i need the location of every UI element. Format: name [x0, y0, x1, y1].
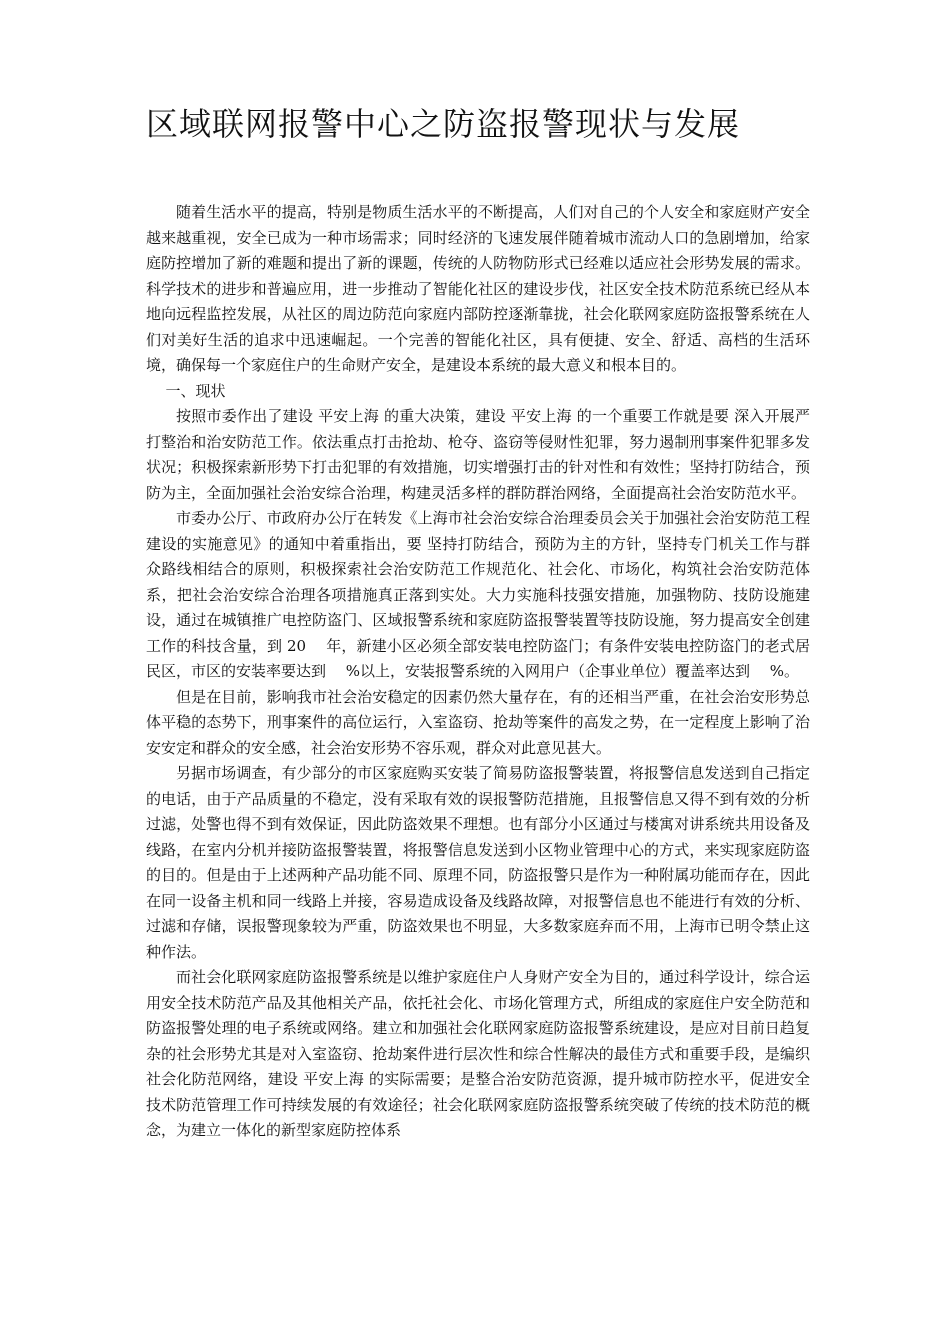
- document-title: 区域联网报警中心之防盗报警现状与发展: [146, 105, 741, 143]
- section-heading-status: 一、现状: [165, 381, 226, 400]
- paragraph-intro: 随着生活水平的提高，特别是物质生活水平的不断提高，人们对自己的个人安全和家庭财产安全越来越重视，安全已成为一种市场需求；同时经济的飞速发展伴随着城市流动人口的急剧增加，给家庭防控增加了新的难题和提出了新的课题，传统的人防物防形式已经难以适应社会形势发展的需求。科学技术的进步和普遍应用，进一步推动了智能化社区的建设步伐，社区安全技术防范系统已经从本地向远程监控发展，从社区的周边防范向家庭内部防控逐渐靠拢，社会化联网家庭防盗报警系统在人们对美好生活的追求中迅速崛起。一个完善的智能化社区，具有便捷、安全、舒适、高档的生活环境，确保每一个家庭住户的生命财产安全，是建设本系统的最大意义和根本目的。: [146, 203, 810, 374]
- paragraph-current-situation: 但是在目前，影响我市社会治安稳定的因素仍然大量存在，有的还相当严重，在社会治安形势总体平稳的态势下，刑事案件的高位运行，入室盗窃、抢劫等案件的高发之势，在一定程度上影响了治安安定和群众的安全感，社会治安形势不容乐观，群众对此意见甚大。: [146, 687, 810, 757]
- document-body: [146, 200, 810, 1144]
- paragraph-market-survey: 另据市场调查，有少部分的市区家庭购买安装了简易防盗报警装置，将报警信息发送到自己指定的电话，由于产品质量的不稳定，没有采取有效的误报警防范措施，且报警信息又得不到有效的分析过滤，处警也得不到有效保证，因此防盗效果不理想。也有部分小区通过与楼寓对讲系统共用设备及线路，在室内分机并接防盗报警装置，将报警信息发送到小区物业管理中心的方式，来实现家庭防盗的目的。但是由于上述两种产品功能不同、原理不同，防盗报警只是作为一种附属功能而存在，因此在同一设备主机和同一线路上并接，容易造成设备及线路故障，对报警信息也不能进行有效的分析、过滤和存储，误报警现象较为严重，防盗效果也不明显，大多数家庭弃而不用，上海市已明令禁止这种作法。: [146, 764, 810, 961]
- paragraph-notice: 市委办公厅、市政府办公厅在转发《上海市社会治安综合治理委员会关于加强社会治安防范工程建设的实施意见》的通知中着重指出，要 坚持打防结合，预防为主的方针，坚持专门机关工作与群众路线相结合的原则，积极探索社会治安防范工作规范化、社会化、市场化，构筑社会治安防范体系，把社会治安综合治理各项措施真正落到实处。大力实施科技强安措施，加强物防、技防设施建设，通过在城镇推广电控防盗门、区域报警系统和家庭防盗报警装置等技防设施，努力提高安全创建工作的科技含量，到 20 年，新建小区必须全部安装电控防盗门；有条件安装电控防盗门的老式居民区，市区的安装率要达到 %以上，安装报警系统的入网用户（企事业单位）覆盖率达到 %。: [146, 509, 810, 680]
- paragraph-municipal-decision: 按照市委作出了建设 平安上海 的重大决策，建设 平安上海 的一个重要工作就是要 深入开展严打整治和治安防范工作。依法重点打击抢劫、枪夺、盗窃等侵财性犯罪，努力遏制刑事案件犯罪多发状况；积极探索新形势下打击犯罪的有效措施，切实增强打击的针对性和有效性；坚持打防结合，预防为主，全面加强社会治安综合治理，构建灵活多样的群防群治网络，全面提高社会治安防范水平。: [146, 407, 810, 502]
- paragraph-networked-system: 而社会化联网家庭防盗报警系统是以维护家庭住户人身财产安全为目的，通过科学设计，综合运用安全技术防范产品及其他相关产品，依托社会化、市场化管理方式，所组成的家庭住户安全防范和防盗报警处理的电子系统或网络。建立和加强社会化联网家庭防盗报警系统建设，是应对目前日趋复杂的社会形势尤其是对入室盗窃、抢劫案件进行层次性和综合性解决的最佳方式和重要手段，是编织社会化防范网络，建设 平安上海 的实际需要；是整合治安防范资源，提升城市防控水平，促进安全技术防范管理工作可持续发展的有效途径；社会化联网家庭防盗报警系统突破了传统的技术防范的概念，为建立一体化的新型家庭防控体系: [146, 968, 810, 1139]
